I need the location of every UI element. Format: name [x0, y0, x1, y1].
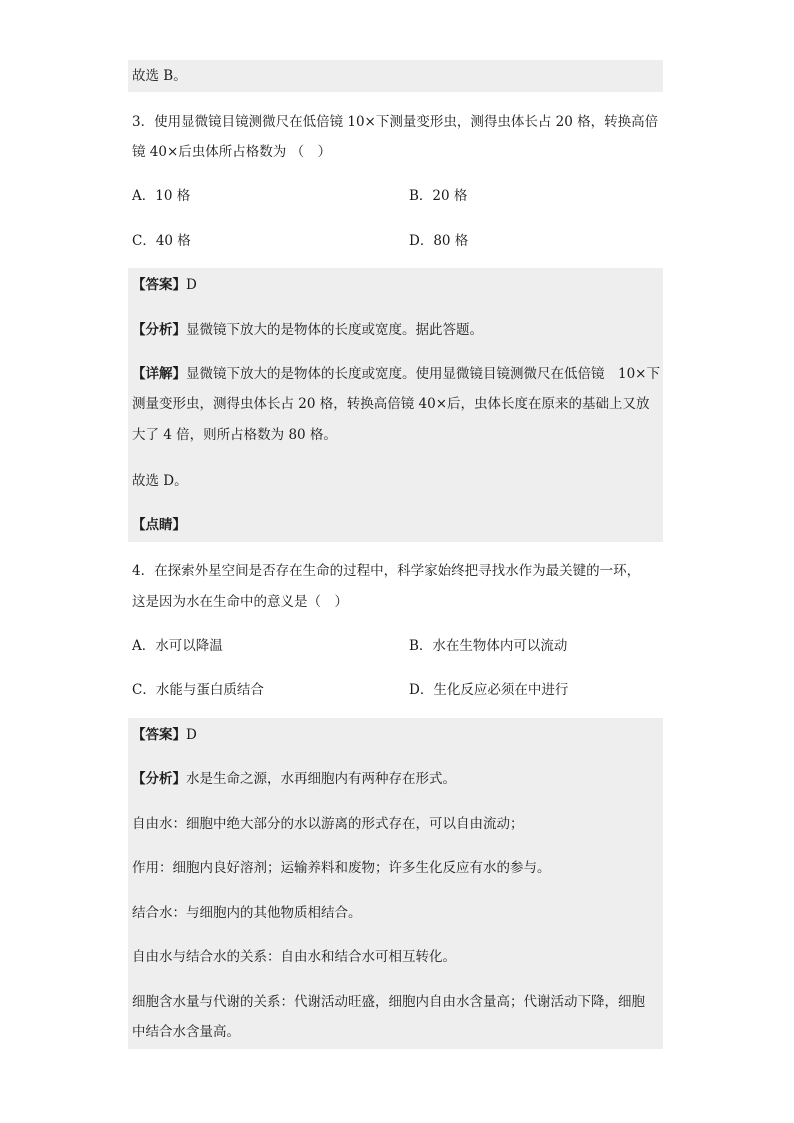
prev-solution-block — [128, 60, 663, 92]
prev-conclusion: 故选 B。 — [132, 68, 187, 84]
q4-answer: D — [186, 727, 197, 743]
q4-stem-line2: 这是因为水在生命中的意义是（ ） — [132, 594, 348, 610]
q4-analysis-tag: 【分析】 — [132, 771, 186, 787]
q3-option-d: D．80 格 — [409, 233, 469, 249]
q3-comment-tag: 【点睛】 — [132, 517, 186, 533]
q4-free-water: 自由水：细胞中绝大部分的水以游离的形式存在，可以自由流动； — [132, 816, 524, 832]
q3-option-c: C．40 格 — [132, 233, 191, 249]
q4-stem-line1: 4．在探索外星空间是否存在生命的过程中，科学家始终把寻找水作为最关键的一环， — [132, 563, 641, 579]
q3-detail-tag: 【详解】 — [132, 366, 186, 382]
q4-option-c: C．水能与蛋白质结合 — [132, 682, 264, 698]
q4-relation: 自由水与结合水的关系：自由水和结合水可相互转化。 — [132, 949, 456, 965]
q4-analysis-line — [132, 769, 456, 789]
q4-option-b: B．水在生物体内可以流动 — [409, 638, 568, 654]
q3-analysis-line — [132, 320, 483, 340]
q3-conclusion: 故选 D。 — [132, 473, 188, 489]
q3-answer-line — [132, 275, 197, 295]
q3-answer: D — [186, 277, 197, 293]
q4-function: 作用：细胞内良好溶剂；运输养料和废物；许多生化反应有水的参与。 — [132, 860, 551, 876]
q4-metabolism-line1: 细胞含水量与代谢的关系：代谢活动旺盛，细胞内自由水含量高；代谢活动下降，细胞 — [132, 994, 645, 1010]
q3-stem-line1: 3．使用显微镜目镜测微尺在低倍镜 10×下测量变形虫，测得虫体长占 20 格，转换高倍 — [132, 114, 659, 130]
q3-detail-text1: 显微镜下放大的是物体的长度或宽度。使用显微镜目镜测微尺在低倍镜 10×下 — [186, 366, 660, 382]
q3-stem-line2: 镜 40×后虫体所占格数为 （ ） — [132, 144, 332, 160]
q3-detail-line3: 大了 4 倍，则所占格数为 80 格。 — [132, 427, 337, 443]
q4-option-d: D．生化反应必须在中进行 — [409, 682, 569, 698]
q4-analysis: 水是生命之源，水再细胞内有两种存在形式。 — [186, 771, 456, 787]
q3-detail-line1 — [132, 364, 660, 384]
q3-option-b: B．20 格 — [409, 188, 468, 204]
q4-bound-water: 结合水：与细胞内的其他物质相结合。 — [132, 905, 362, 921]
q4-answer-line — [132, 725, 197, 745]
q3-analysis-tag: 【分析】 — [132, 322, 186, 338]
q3-answer-tag: 【答案】 — [132, 277, 186, 293]
q4-metabolism-line2: 中结合水含量高。 — [132, 1024, 240, 1040]
q4-answer-tag: 【答案】 — [132, 727, 186, 743]
q3-option-a: A．10 格 — [132, 188, 191, 204]
q4-option-a: A．水可以降温 — [132, 638, 223, 654]
q3-analysis: 显微镜下放大的是物体的长度或宽度。据此答题。 — [186, 322, 483, 338]
q3-detail-line2: 测量变形虫，测得虫体长占 20 格，转换高倍镜 40×后，虫体长度在原来的基础上又放 — [132, 396, 650, 412]
